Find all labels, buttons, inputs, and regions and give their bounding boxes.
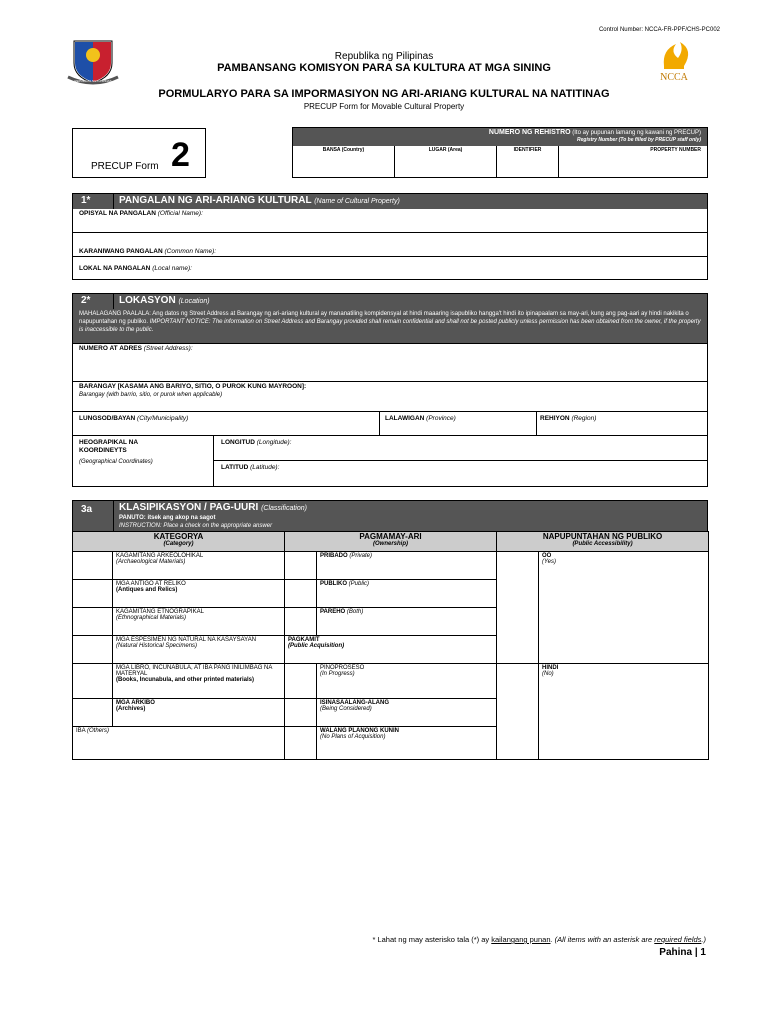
accessibility-column-header [497, 532, 709, 552]
footer-note [0, 935, 706, 944]
accessibility-header-tl: NAPUPUNTAHAN NG PUBLIKO [542, 532, 663, 541]
footer-note-a: * Lahat ng may asterisko tala (*) ay [372, 935, 490, 944]
category-label-en: (Natural Historical Specimens) [116, 643, 198, 649]
registry-title-note: (Ito ay pupunan lamang ng kawani ng PRECUP) [572, 130, 701, 136]
notice-english: IMPORTANT NOTICE: The information on Street Address and Barangay provided shall remain confidential and shall not be posted publicly unless permission has been obtained from the owner, if the property is inaccessible to the public. [79, 319, 701, 333]
ownership-in-progress [317, 664, 497, 699]
checkbox-private[interactable] [285, 552, 317, 580]
classification-table [72, 531, 709, 760]
latitude-label: LATITUD [221, 464, 249, 471]
geo-coordinates-label-en: (Geographical Coordinates) [79, 459, 153, 465]
street-address-label-en: (Street Address): [143, 345, 193, 352]
barangay-field[interactable] [73, 381, 707, 411]
local-name-label-en: (Local name): [152, 265, 192, 272]
latitude-label-en: (Latitude): [250, 464, 280, 471]
category-label: MGA ANTIGO AT RELIKO [116, 581, 186, 587]
access-label-en: (Yes) [542, 559, 557, 565]
category-label-en: (Books, Incunabula, and other printed materials) [116, 677, 255, 683]
ownership-label-en: (Private) [349, 553, 373, 559]
longitude-label: LONGITUD [221, 439, 255, 446]
local-name-field[interactable] [73, 256, 707, 279]
category-others[interactable] [73, 727, 285, 760]
barangay-label: BARANGAY [KASAMA ANG BARIYO, SITIO, O PUROK KUNG MAYROON]: [79, 383, 307, 390]
category-label: IBA [76, 728, 86, 734]
seal-text: REPUBLIKA NG PILIPINAS [74, 79, 112, 83]
longitude-field[interactable] [213, 436, 707, 461]
form-subtitle: PRECUP Form for Movable Cultural Property [303, 102, 465, 111]
category-header-en: (Category) [163, 541, 194, 547]
checkbox-ethnographical[interactable] [73, 608, 113, 636]
province-field[interactable] [379, 412, 537, 435]
access-yes [539, 552, 709, 664]
ownership-private [317, 552, 497, 580]
checkbox-books[interactable] [73, 664, 113, 699]
common-name-field[interactable] [73, 232, 707, 256]
ownership-label-en: (Both) [346, 609, 364, 615]
section-2-location [72, 293, 708, 487]
local-name-label: LOKAL NA PANGALAN [79, 265, 151, 272]
registry-title: NUMERO NG REHISTRO [488, 129, 571, 136]
checkbox-in-progress[interactable] [285, 664, 317, 699]
ownership-label: PAGKAMIT [288, 637, 320, 643]
checkbox-yes[interactable] [497, 552, 539, 664]
footer-required-tl: kailangang punan [491, 935, 551, 944]
ownership-public [317, 580, 497, 608]
ownership-label-en: (Being Considered) [320, 706, 372, 712]
street-address-label: NUMERO AT ADRES [79, 345, 142, 352]
registry-country-field[interactable]: BANSA (Country) [293, 146, 395, 177]
checkbox-archives[interactable] [73, 699, 113, 727]
common-name-label: KARANIWANG PANGALAN [79, 248, 163, 255]
category-ethnographical [113, 608, 285, 636]
section-2-title: LOKASYON [119, 295, 176, 306]
section-1-title-en: (Name of Cultural Property) [314, 198, 400, 205]
republic-heading: Republika ng Pilipinas [334, 51, 434, 62]
section-1-name [72, 193, 708, 280]
category-label-en: (Archaeological Materials) [116, 559, 186, 565]
section-3a-title: KLASIPIKASYON / PAG-UURI [119, 502, 259, 513]
ownership-header-en: (Ownership) [373, 541, 409, 547]
instruction-tagalog: PANUTO: itsek ang akop na sagot [119, 515, 216, 521]
region-label: REHIYON [540, 415, 570, 422]
section-3a-title-en: (Classification) [261, 505, 307, 512]
checkbox-archaeological[interactable] [73, 552, 113, 580]
checkbox-both[interactable] [285, 608, 317, 636]
section-3a-classification [72, 500, 708, 532]
section-1-header [73, 194, 707, 209]
geo-coordinates-label: HEOGRAPIKAL NA KOORDINEYTS [79, 439, 138, 454]
official-name-field[interactable] [73, 209, 707, 232]
official-name-label-en: (Official Name): [157, 210, 203, 217]
footer-note-c: . (All items with an asterisk are [550, 935, 653, 944]
ownership-being-considered [317, 699, 497, 727]
instruction-english: INSTRUCTION: Place a check on the appropriate answer [119, 523, 273, 529]
access-label-en: (No) [542, 671, 554, 677]
ownership-label: PAREHO [320, 609, 346, 615]
region-field[interactable] [536, 412, 707, 435]
geographical-coordinates-label-cell [73, 436, 214, 486]
street-address-field[interactable] [73, 343, 707, 381]
registry-area-field[interactable]: LUGAR (Area) [395, 146, 497, 177]
ownership-label: PINOPROSESO [320, 665, 365, 671]
ownership-label-en: (No Plans of Acquisition) [320, 734, 386, 740]
ownership-label-en: (Public Acquisition) [288, 643, 345, 649]
category-label: KAGAMITANG ETNOGRAPIKAL [116, 609, 204, 615]
ownership-label-en: (Public) [348, 581, 370, 587]
location-notice [73, 309, 707, 343]
precup-form-number: 2 [171, 136, 190, 174]
barangay-label-en: Barangay (with barrio, sitio, or purok when applicable) [79, 392, 223, 398]
ownership-no-plans [317, 727, 497, 760]
access-label: HINDI [542, 665, 559, 671]
precup-form-label: PRECUP Form [91, 161, 159, 172]
registry-property-number-field[interactable]: PROPERTY NUMBER [650, 147, 701, 153]
ownership-column-header [285, 532, 497, 552]
section-3a-number: 3a [81, 504, 93, 515]
notice-tagalog: MAHALAGANG PAALALA: Ang datos ng Street Address at Barangay ng ari-ariang kultural ay mananatiling kompidensyal at hindi maaaring isapubliko hangga't hindi ito ipinapaalam sa may-ari, kung ang pag-aari ay hindi nakikita o napupuntahan ng publiko. [79, 311, 689, 325]
checkbox-public[interactable] [285, 580, 317, 608]
ownership-label: PRIBADO [320, 553, 348, 559]
form-title: PORMULARYO PARA SA IMPORMASIYON NG ARI-ARIANG KULTURAL NA NATITINAG [158, 88, 610, 100]
footer-note-e: .) [701, 935, 706, 944]
control-number: Control Number: NCCA-FR-PPF/CHS-PC002 [598, 27, 720, 33]
section-2-header [73, 294, 707, 309]
category-label: MGA ESPESIMEN NG NATURAL NA KASAYSAYAN [116, 637, 257, 643]
checkbox-no-plans[interactable] [285, 727, 317, 760]
category-label-en: (Archives) [116, 706, 146, 712]
precup-form-box [72, 128, 206, 178]
ownership-label-en: (In Progress) [320, 671, 355, 677]
footer-required-en: required fields [654, 935, 702, 944]
accessibility-header-en: (Public Accessibility) [572, 541, 633, 547]
category-archaeological [113, 552, 285, 580]
longitude-label-en: (Longitude): [256, 439, 292, 446]
registry-subtitle: Registry Number (To be filled by PRECUP staff only) [577, 137, 701, 143]
registry-header [293, 128, 707, 146]
page-number: Pahina | 1 [659, 947, 706, 958]
section-1-number: 1* [81, 195, 91, 206]
section-2-number: 2* [81, 295, 91, 306]
category-archives [113, 699, 285, 727]
checkbox-antiques[interactable] [73, 580, 113, 608]
city-field[interactable] [73, 412, 380, 435]
category-books [113, 664, 285, 699]
section-1-title: PANGALAN NG ARI-ARIANG KULTURAL [119, 195, 312, 206]
ncca-logo-text: NCCA [660, 72, 688, 83]
category-label-en: (Antiques and Relics) [116, 587, 178, 593]
access-label: OO [542, 553, 552, 559]
coordinates-row [73, 435, 707, 486]
category-label: MGA LIBRO, INCUNABULA, AT IBA PANG INILIMBAG NA MATERYAL [116, 665, 273, 677]
checkbox-natural-history[interactable] [73, 636, 113, 664]
checkbox-no[interactable] [497, 664, 539, 760]
ownership-label: PUBLIKO [320, 581, 347, 587]
section-3a-header [73, 501, 707, 532]
organization-heading: PAMBANSANG KOMISYON PARA SA KULTURA AT MGA SINING [217, 62, 551, 74]
category-antiques [113, 580, 285, 608]
checkbox-being-considered[interactable] [285, 699, 317, 727]
common-name-label-en: (Common Name): [164, 248, 217, 255]
section-2-title-en: (Location) [178, 298, 210, 305]
ownership-label: WALANG PLANONG KUNIN [320, 728, 399, 734]
latitude-field[interactable] [213, 461, 707, 486]
category-column-header [73, 532, 285, 552]
category-label-en: (Others) [87, 728, 110, 734]
province-label: LALAWIGAN [385, 415, 425, 422]
ownership-header-tl: PAGMAMAY-ARI [359, 532, 422, 541]
city-province-region-row [73, 411, 707, 435]
category-header-tl: KATEGORYA [153, 532, 204, 541]
registry-number-box [292, 127, 708, 178]
category-label: MGA ARKIBO [116, 700, 155, 706]
registry-identifier-field[interactable]: IDENTIFIER [497, 146, 559, 177]
ownership-label: ISINASAALANG-ALANG [320, 700, 389, 706]
category-label: KAGAMITANG ARKEOLOHIKAL [116, 553, 204, 559]
category-natural-history [113, 636, 285, 664]
ownership-both [317, 608, 497, 636]
access-no [539, 664, 709, 760]
city-label: LUNGSOD/BAYAN [79, 415, 136, 422]
official-name-label: OPISYAL NA PANGALAN [79, 210, 156, 217]
city-label-en: (City/Municipality) [137, 415, 189, 422]
province-label-en: (Province) [426, 415, 456, 422]
region-label-en: (Region) [571, 415, 597, 422]
ownership-public-acquisition [285, 636, 497, 664]
category-label-en: (Ethnographical Materials) [116, 615, 187, 621]
